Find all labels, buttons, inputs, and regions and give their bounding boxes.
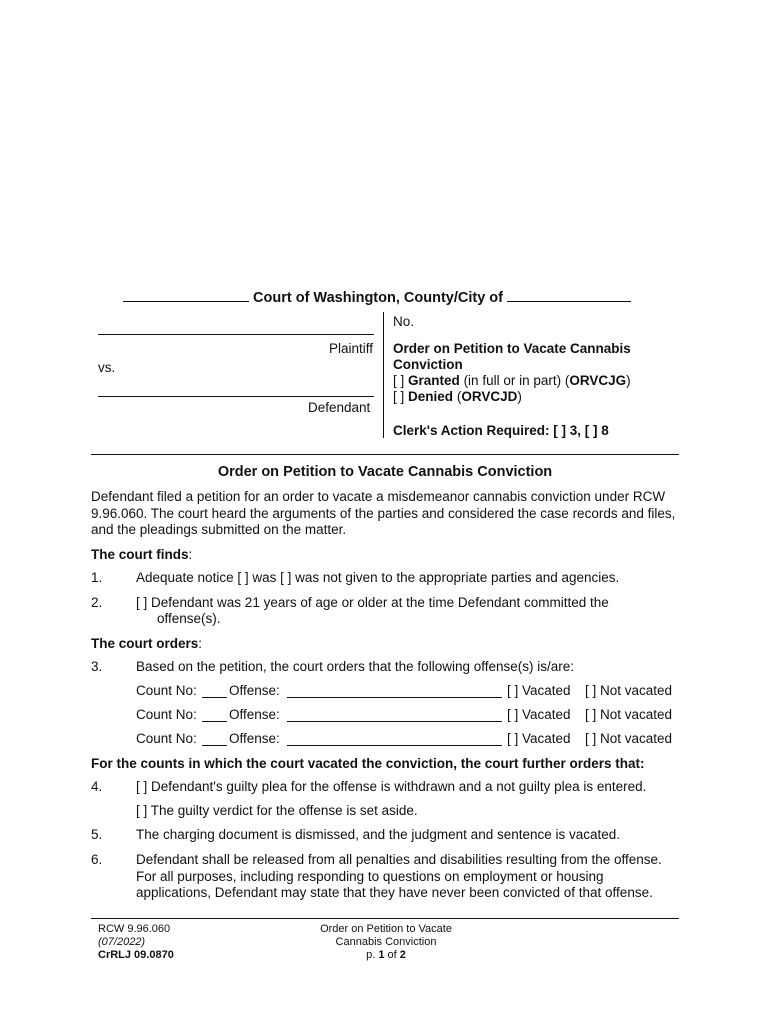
plaintiff-label: Plaintiff bbox=[329, 341, 374, 356]
defendant-label: Defendant bbox=[308, 400, 371, 415]
footer-rcw: RCW 9.96.060 bbox=[98, 923, 171, 935]
count-label: Count No: bbox=[136, 683, 197, 698]
offense-blank[interactable] bbox=[287, 733, 502, 746]
offense-blank[interactable] bbox=[287, 709, 502, 722]
finding-1-number: 1. bbox=[91, 570, 103, 585]
footer-title-line2: Cannabis Conviction bbox=[335, 936, 437, 948]
finds-colon: : bbox=[188, 547, 193, 562]
count-row-2 bbox=[136, 707, 681, 724]
granted-label: Granted bbox=[408, 373, 460, 388]
order-title-line2: Conviction bbox=[393, 357, 463, 372]
caption-bottom-rule bbox=[91, 454, 679, 455]
denied-label: Denied bbox=[408, 389, 454, 404]
granted-close: ) bbox=[626, 373, 631, 388]
page-current: 1 bbox=[378, 949, 385, 961]
item-5-number: 5. bbox=[91, 827, 103, 842]
page-prefix: p. bbox=[366, 949, 376, 961]
denied-option[interactable] bbox=[393, 388, 522, 405]
count-label: Count No: bbox=[136, 707, 197, 722]
case-no-label: No. bbox=[393, 314, 415, 329]
granted-note: (in full or in part) ( bbox=[463, 373, 570, 388]
denied-checkbox[interactable]: [ ] bbox=[393, 389, 405, 404]
county-blank-left[interactable] bbox=[123, 289, 249, 302]
further-orders-heading: For the counts in which the court vacated the conviction, the court further orders that: bbox=[91, 756, 645, 771]
county-blank-right[interactable] bbox=[507, 289, 631, 302]
not-vacated-checkbox[interactable]: [ ] Not vacated bbox=[585, 707, 673, 722]
not-vacated-checkbox[interactable]: [ ] Not vacated bbox=[585, 683, 673, 698]
count-number-blank[interactable] bbox=[202, 733, 227, 746]
count-row-1 bbox=[136, 683, 681, 700]
offense-label: Offense: bbox=[229, 731, 280, 746]
court-title: Court of Washington, County/City of bbox=[253, 290, 503, 306]
item-6-number: 6. bbox=[91, 852, 103, 867]
plaintiff-line[interactable] bbox=[98, 334, 374, 335]
item-6-text: Defendant shall be released from all penalties and disabilities resulting from the offense. For all purposes, including responding to questions on employment or housing applications, Defendant may state that they have never been convicted of that offense. bbox=[136, 852, 662, 900]
court-title-line bbox=[123, 289, 631, 307]
offense-label: Offense: bbox=[229, 707, 280, 722]
footer-page-number bbox=[286, 949, 486, 962]
footer-title-line1: Order on Petition to Vacate bbox=[320, 923, 452, 935]
count-number-blank[interactable] bbox=[202, 709, 227, 722]
finding-2-text: [ ] Defendant was 21 years of age or older at the time Defendant committed the bbox=[136, 595, 609, 610]
granted-checkbox[interactable]: [ ] bbox=[393, 373, 405, 388]
item-4-number: 4. bbox=[91, 779, 103, 794]
orders-heading bbox=[91, 635, 202, 652]
vs-label: vs. bbox=[98, 360, 116, 375]
offense-label: Offense: bbox=[229, 683, 280, 698]
order-title-line1: Order on Petition to Vacate Cannabis bbox=[393, 341, 631, 356]
orders-heading-text: The court orders bbox=[91, 636, 199, 651]
defendant-line[interactable] bbox=[98, 396, 374, 397]
item-4-text: [ ] Defendant's guilty plea for the offense is withdrawn and a not guilty plea is entered. bbox=[136, 779, 647, 794]
item-5-text: The charging document is dismissed, and the judgment and sentence is vacated. bbox=[136, 827, 621, 842]
finding-1-text: Adequate notice [ ] was [ ] was not given to the appropriate parties and agencies. bbox=[136, 570, 620, 585]
finding-2-text-cont: offense(s). bbox=[157, 611, 221, 626]
denied-close: ) bbox=[517, 389, 522, 404]
denied-open: ( bbox=[456, 389, 462, 404]
order-heading: Order on Petition to Vacate Cannabis Conviction bbox=[217, 464, 553, 480]
count-number-blank[interactable] bbox=[202, 685, 227, 698]
vacated-checkbox[interactable]: [ ] Vacated bbox=[507, 683, 571, 698]
footer-date: (07/2022) bbox=[98, 936, 146, 948]
finds-heading bbox=[91, 546, 192, 563]
item-3-number: 3. bbox=[91, 659, 103, 674]
offense-blank[interactable] bbox=[287, 685, 502, 698]
clerk-action-required: Clerk's Action Required: [ ] 3, [ ] 8 bbox=[393, 423, 609, 438]
vacated-checkbox[interactable]: [ ] Vacated bbox=[507, 707, 571, 722]
finding-2-number: 2. bbox=[91, 595, 103, 610]
not-vacated-checkbox[interactable]: [ ] Not vacated bbox=[585, 731, 673, 746]
count-row-3 bbox=[136, 731, 681, 748]
footer-rule bbox=[91, 918, 679, 919]
finds-heading-text: The court finds bbox=[91, 547, 189, 562]
item-4-text-2: [ ] The guilty verdict for the offense is set aside. bbox=[136, 803, 418, 818]
granted-option[interactable] bbox=[393, 372, 631, 389]
granted-code: ORVCJG bbox=[569, 373, 627, 388]
vacated-checkbox[interactable]: [ ] Vacated bbox=[507, 731, 571, 746]
page-of: of bbox=[387, 949, 397, 961]
orders-colon: : bbox=[198, 636, 203, 651]
intro-paragraph: Defendant filed a petition for an order to vacate a misdemeanor cannabis conviction under RCW 9.96.060. The court heard the arguments of the parties and considered the case records and files, and the pleadings submitted on the matter. bbox=[91, 489, 676, 537]
item-3-text: Based on the petition, the court orders that the following offense(s) is/are: bbox=[136, 659, 575, 674]
page-total: 2 bbox=[399, 949, 406, 961]
denied-code: ORVCJD bbox=[461, 389, 518, 404]
caption-divider bbox=[383, 312, 384, 438]
count-label: Count No: bbox=[136, 731, 197, 746]
footer-form-id: CrRLJ 09.0870 bbox=[98, 949, 174, 961]
